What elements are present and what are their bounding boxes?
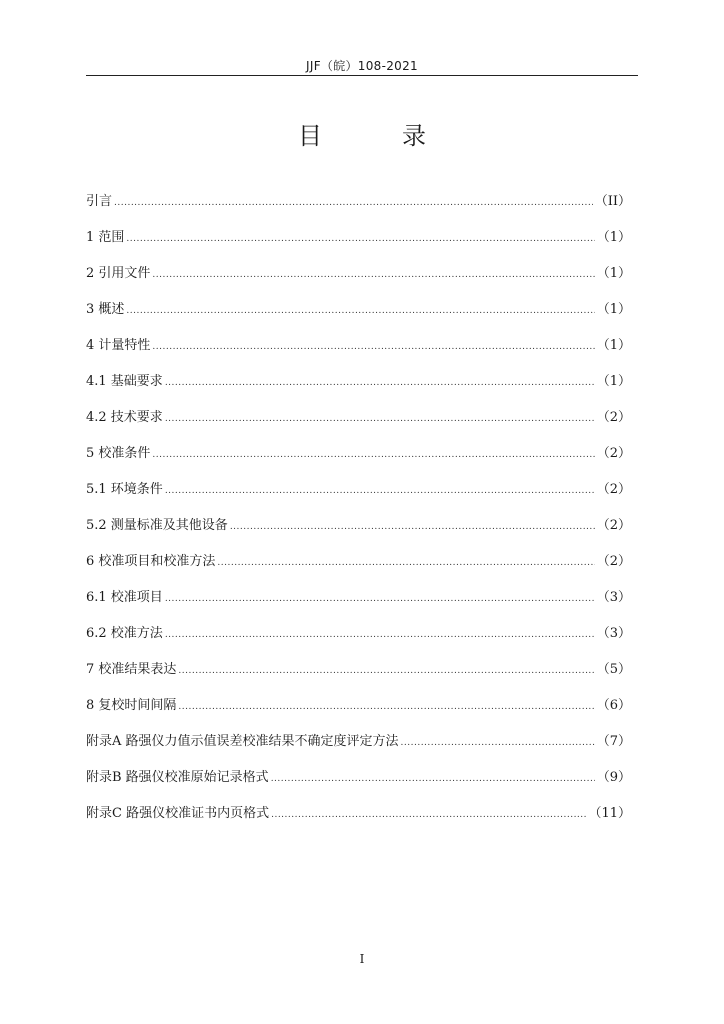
toc-entry-calibration-items-methods[interactable] <box>86 550 631 586</box>
page-title: 目 录 <box>298 122 454 150</box>
toc-leader-dots <box>271 774 595 784</box>
toc-leader-dots <box>401 738 595 748</box>
page-number: I <box>359 952 365 966</box>
toc-entry-page: （1） <box>596 338 631 353</box>
toc-entry-label: 4.2 技术要求 <box>86 410 163 425</box>
toc-leader-dots <box>178 666 594 676</box>
toc-entry-technical-requirements[interactable] <box>86 406 631 442</box>
toc-leader-dots <box>152 450 594 460</box>
toc-entry-label: 4.1 基础要求 <box>86 374 163 389</box>
toc-entry-page: （2） <box>596 482 631 497</box>
toc-entry-page: （1） <box>596 374 631 389</box>
toc-entry-label: 5.1 环境条件 <box>86 482 163 497</box>
toc-entry-page: （3） <box>596 590 631 605</box>
toc-entry-page: （7） <box>596 734 631 749</box>
toc-entry-overview[interactable] <box>86 298 631 334</box>
toc-entry-appendix-b[interactable] <box>86 766 631 802</box>
toc-leader-dots <box>165 378 595 388</box>
toc-entry-label: 附录A 路强仪力值示值误差校准结果不确定度评定方法 <box>86 734 399 749</box>
toc-entry-label: 6.2 校准方法 <box>86 626 163 641</box>
toc-entry-label: 1 范围 <box>86 230 125 245</box>
toc-entry-label: 7 校准结果表达 <box>86 662 177 677</box>
toc-leader-dots <box>126 234 594 244</box>
toc-leader-dots <box>152 342 594 352</box>
toc-entry-calibration-items[interactable] <box>86 586 631 622</box>
toc-entry-calibration-methods[interactable] <box>86 622 631 658</box>
toc-entry-page: （5） <box>596 662 631 677</box>
toc-entry-label: 2 引用文件 <box>86 266 151 281</box>
toc-leader-dots <box>217 558 594 568</box>
toc-entry-label: 5 校准条件 <box>86 446 151 461</box>
toc-leader-dots <box>165 486 595 496</box>
toc-entry-label: 8 复校时间间隔 <box>86 698 177 713</box>
toc-entry-basic-requirements[interactable] <box>86 370 631 406</box>
toc-entry-metrological-characteristics[interactable] <box>86 334 631 370</box>
toc-entry-label: 6.1 校准项目 <box>86 590 163 605</box>
document-code: JJF（皖）108-2021 <box>306 59 418 73</box>
toc-entry-label: 3 概述 <box>86 302 125 317</box>
toc-entry-label: 引言 <box>86 194 113 209</box>
table-of-contents <box>86 190 631 838</box>
toc-entry-page: （1） <box>596 302 631 317</box>
toc-leader-dots <box>271 810 586 820</box>
toc-leader-dots <box>114 198 593 208</box>
toc-entry-references[interactable] <box>86 262 631 298</box>
toc-entry-page: （11） <box>588 806 631 821</box>
toc-entry-page: （9） <box>596 770 631 785</box>
toc-entry-result-expression[interactable] <box>86 658 631 694</box>
toc-entry-page: （2） <box>596 518 631 533</box>
toc-entry-measurement-standards[interactable] <box>86 514 631 550</box>
toc-entry-page: （II） <box>594 194 631 209</box>
toc-entry-page: （1） <box>596 230 631 245</box>
toc-entry-page: （3） <box>596 626 631 641</box>
toc-leader-dots <box>126 306 594 316</box>
toc-entry-page: （1） <box>596 266 631 281</box>
toc-entry-recalibration-interval[interactable] <box>86 694 631 730</box>
toc-entry-calibration-conditions[interactable] <box>86 442 631 478</box>
toc-entry-label: 5.2 测量标准及其他设备 <box>86 518 228 533</box>
toc-entry-appendix-a[interactable] <box>86 730 631 766</box>
toc-entry-scope[interactable] <box>86 226 631 262</box>
toc-entry-page: （6） <box>596 698 631 713</box>
toc-leader-dots <box>165 630 595 640</box>
toc-leader-dots <box>165 594 595 604</box>
header-divider <box>86 75 638 76</box>
toc-entry-page: （2） <box>596 446 631 461</box>
toc-entry-label: 附录B 路强仪校准原始记录格式 <box>86 770 269 785</box>
toc-entry-label: 附录C 路强仪校准证书内页格式 <box>86 806 270 821</box>
toc-leader-dots <box>178 702 594 712</box>
toc-entry-environmental-conditions[interactable] <box>86 478 631 514</box>
toc-entry-preface[interactable] <box>86 190 631 226</box>
toc-entry-label: 6 校准项目和校准方法 <box>86 554 216 569</box>
toc-leader-dots <box>152 270 594 280</box>
toc-entry-page: （2） <box>596 554 631 569</box>
toc-leader-dots <box>165 414 595 424</box>
toc-entry-appendix-c[interactable] <box>86 802 631 838</box>
toc-entry-page: （2） <box>596 410 631 425</box>
toc-entry-label: 4 计量特性 <box>86 338 151 353</box>
toc-leader-dots <box>230 522 595 532</box>
